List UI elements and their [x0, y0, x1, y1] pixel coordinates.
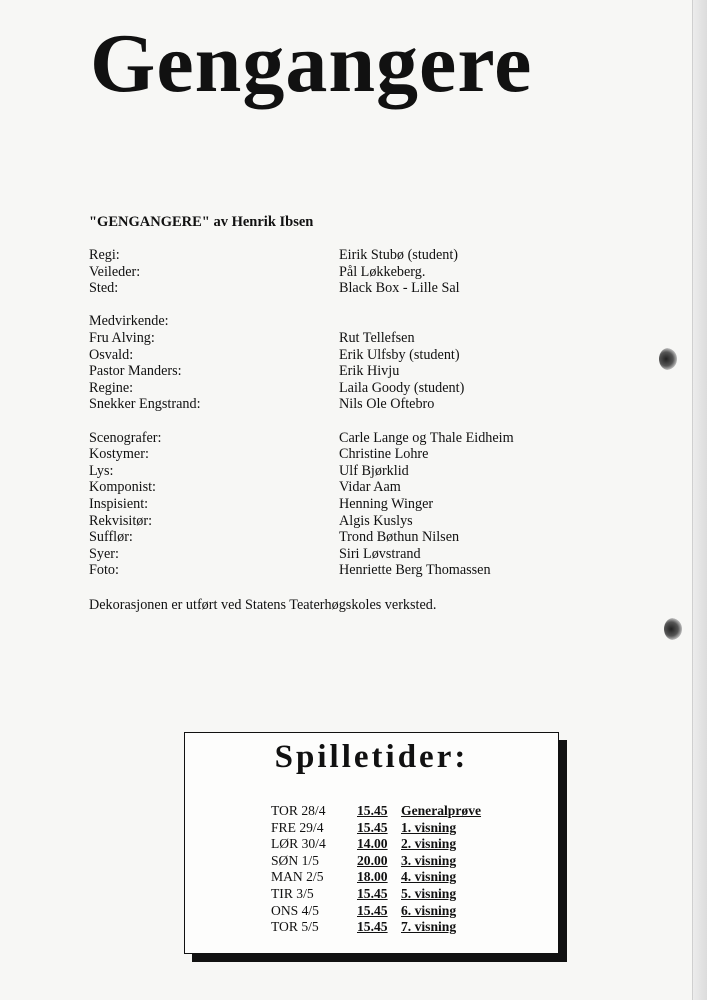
schedule-event: 6. visning: [401, 902, 457, 918]
crew-row: [89, 496, 609, 513]
cast-role: Snekker Engstrand:: [89, 396, 201, 413]
crew-role: Rekvisitør:: [89, 512, 153, 529]
cast-name: Nils Ole Oftebro: [339, 396, 435, 413]
cast-row: [89, 363, 609, 380]
crew-row: [89, 430, 609, 447]
credit-role: Veileder:: [89, 263, 141, 280]
schedule-day: ONS 4/5: [271, 902, 319, 918]
schedule-event: 4. visning: [401, 869, 457, 885]
schedule-time: 15.45: [357, 902, 388, 918]
crew-role: Inspisient:: [89, 495, 149, 512]
page-edge: [692, 0, 707, 1000]
schedule-event: 5. visning: [401, 885, 457, 901]
cast-heading: Medvirkende:: [89, 313, 169, 330]
schedule-day: LØR 30/4: [271, 836, 326, 852]
schedule-time: 18.00: [357, 869, 388, 885]
schedule-row: [271, 803, 481, 820]
crew-name: Carle Lange og Thale Eidheim: [339, 429, 514, 446]
schedule-time: 14.00: [357, 836, 388, 852]
credit-row: [89, 264, 609, 281]
cast-row: [89, 330, 609, 347]
crew-name: Ulf Bjørklid: [339, 462, 409, 479]
schedule-event: 2. visning: [401, 836, 457, 852]
credit-name: Black Box - Lille Sal: [339, 280, 460, 297]
credit-name: Pål Løkkeberg.: [339, 263, 426, 280]
cast-name: Rut Tellefsen: [339, 329, 415, 346]
crew-role: Kostymer:: [89, 446, 149, 463]
crew-row: [89, 562, 609, 579]
crew-name: Vidar Aam: [339, 479, 401, 496]
credit-role: Sted:: [89, 280, 119, 297]
cast-name: Laila Goody (student): [339, 379, 465, 396]
schedule-row: [271, 919, 481, 936]
punch-hole-icon: [659, 348, 677, 370]
cast-heading-row: [89, 313, 609, 330]
schedule-day: FRE 29/4: [271, 819, 324, 835]
schedule-day: TOR 5/5: [271, 919, 319, 935]
schedule-row: [271, 903, 481, 920]
crew-row: [89, 546, 609, 563]
schedule-row: [271, 869, 481, 886]
schedule-event: Generalprøve: [401, 803, 482, 818]
crew-role: Foto:: [89, 562, 119, 579]
crew-name: Siri Løvstrand: [339, 545, 421, 562]
credit-row: [89, 247, 609, 264]
play-subtitle: "GENGANGERE" av Henrik Ibsen: [89, 214, 314, 230]
crew-row: [89, 446, 609, 463]
schedule-event: 7. visning: [401, 919, 457, 935]
cast-role: Pastor Manders:: [89, 363, 182, 380]
crew-row: [89, 513, 609, 530]
crew-name: Henriette Berg Thomassen: [339, 562, 491, 579]
schedule-event: 3. visning: [401, 852, 457, 868]
schedule-row: [271, 836, 481, 853]
cast-row: [89, 347, 609, 364]
crew-row: [89, 529, 609, 546]
schedule-time: 15.45: [357, 919, 388, 935]
schedule-row: [271, 886, 481, 903]
cast-row: [89, 380, 609, 397]
credit-name: Eirik Stubø (student): [339, 247, 459, 263]
crew-name: Algis Kuslys: [339, 512, 413, 529]
crew-role: Komponist:: [89, 479, 157, 496]
crew-row: [89, 463, 609, 480]
crew-row: [89, 479, 609, 496]
schedule-time: 20.00: [357, 852, 388, 868]
schedule-time: 15.45: [357, 803, 388, 818]
punch-hole-icon: [664, 618, 682, 640]
schedule-time: 15.45: [357, 819, 388, 835]
schedule-list: [271, 803, 481, 936]
cast-row: [89, 396, 609, 413]
spacer: [89, 297, 609, 314]
schedule-day: SØN 1/5: [271, 852, 319, 868]
credit-row: [89, 280, 609, 297]
schedule-row: [271, 853, 481, 870]
schedule-row: [271, 820, 481, 837]
crew-name: Christine Lohre: [339, 446, 429, 463]
crew-role: Syer:: [89, 545, 119, 562]
crew-role: Scenografer:: [89, 429, 162, 446]
cast-name: Erik Hivju: [339, 363, 400, 380]
crew-role: Sufflør:: [89, 529, 133, 546]
cast-role: Osvald:: [89, 346, 134, 363]
schedule-title: Spilletider:: [274, 739, 469, 775]
crew-name: Trond Bøthun Nilsen: [339, 529, 460, 546]
schedule-event: 1. visning: [401, 819, 457, 835]
credit-role: Regi:: [89, 247, 120, 263]
credits-list: [89, 247, 609, 579]
cast-role: Fru Alving:: [89, 329, 155, 346]
schedule-day: TOR 28/4: [271, 803, 326, 818]
crew-role: Lys:: [89, 462, 114, 479]
cast-role: Regine:: [89, 379, 134, 396]
schedule-day: MAN 2/5: [271, 869, 324, 885]
workshop-note: Dekorasjonen er utført ved Statens Teaterhøgskoles verksted.: [89, 597, 437, 613]
crew-name: Henning Winger: [339, 495, 434, 512]
schedule-time: 15.45: [357, 885, 388, 901]
page-title: Gengangere: [90, 17, 533, 110]
spacer: [89, 413, 609, 430]
schedule-day: TIR 3/5: [271, 885, 314, 901]
schedule-box: [184, 732, 559, 954]
cast-name: Erik Ulfsby (student): [339, 346, 460, 363]
